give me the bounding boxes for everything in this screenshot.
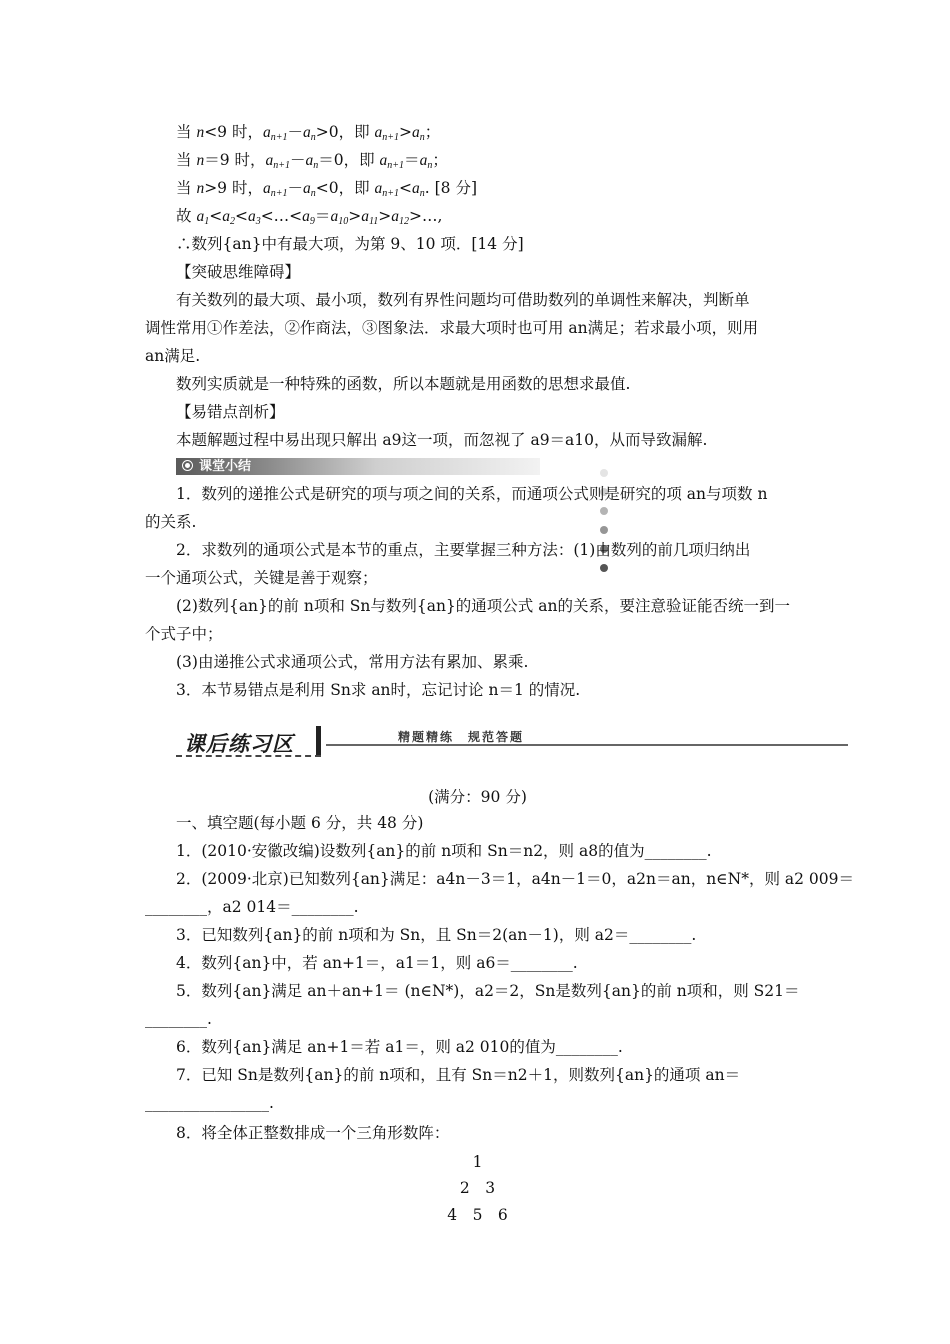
errors-heading: 【易错点剖析】 (176, 403, 285, 421)
triangle-row-3: 4 5 6 (447, 1206, 508, 1224)
summary-point-4: (3)由递推公式求通项公式，常用方法有累加、累乘. (176, 653, 529, 671)
full-score: (满分：90 分) (428, 788, 527, 806)
question-2a: 2．(2009·北京)已知数列{an}满足：a4n－3＝1，a4n－1＝0，a2n＝an，n∈N*，则 a2 009＝ (176, 870, 855, 888)
question-4: 4．数列{an}中，若 an+1＝，a1＝1，则 a6＝________. (176, 954, 578, 972)
solution-line-2: 当 n＝9 时，$a_{n+1}-a_n=0$，即 $a_{n+1}=a_n$； (176, 151, 448, 171)
question-1: 1．(2010·安徽改编)设数列{an}的前 n项和 Sn＝n2，则 a8的值为________. (176, 842, 712, 860)
practice-subtitle: 精题精练 规范答题 (398, 730, 525, 744)
solution-line-3: 当 n>9 时，$a_{n+1}-a_n<0$，即 $a_{n+1}<a_n$. [8 分] (176, 179, 478, 199)
summary-point-5: 3．本节易错点是利用 Sn求 an时，忘记讨论 n＝1 的情况. (176, 681, 581, 699)
breakthrough-heading: 【突破思维障碍】 (176, 263, 301, 281)
summary-point-3b: 个式子中； (145, 625, 223, 643)
summary-point-2b: 一个通项公式，关键是善于观察； (145, 569, 378, 587)
question-5b: ________. (145, 1010, 212, 1028)
header-dashed-rule (176, 755, 321, 757)
errors-text: 本题解题过程中易出现只解出 a9这一项，而忽视了 a9＝a10，从而导致漏解. (176, 431, 708, 449)
practice-title: 课后练习区 (184, 732, 294, 756)
section-1-heading: 一、填空题(每小题 6 分，共 48 分) (176, 814, 424, 832)
solution-line-1: 当 n<9 时，$a_{n+1}-a_n>0$，即 $a_{n+1}>a_n$； (176, 123, 441, 143)
target-icon (182, 460, 193, 471)
summary-label: 课堂小结 (199, 459, 252, 474)
question-7b: ________________. (145, 1094, 274, 1112)
solution-line-4: 故 $a_1<a_2<a_3<\dots<a_9=a_{10}>a_{11}>a_{12}>\dots$, (176, 207, 443, 227)
breakthrough-para-1b: 调性常用①作差法，②作商法，③图象法．求最大项时也可用 an满足；若求最小项，则用 (145, 319, 759, 337)
question-5a: 5．数列{an}满足 an＋an+1＝ (n∈N*)，a2＝2，Sn是数列{an}的前 n项和，则 S21＝ (176, 982, 800, 1000)
solution-conclusion: ∴数列{an}中有最大项，为第 9、10 项．[14 分] (176, 235, 524, 253)
class-summary-banner (176, 458, 540, 475)
question-2b: ________，a2 014＝________. (145, 898, 359, 916)
triangle-row-1: 1 (472, 1153, 483, 1171)
practice-section-header (176, 724, 848, 758)
breakthrough-para-2: 数列实质就是一种特殊的函数，所以本题就是用函数的思想求最值. (176, 375, 631, 393)
breakthrough-para-1c: an满足. (145, 347, 201, 365)
header-divider (316, 726, 321, 756)
breakthrough-para-1a: 有关数列的最大项、最小项，数列有界性问题均可借助数列的单调性来解决，判断单 (176, 291, 750, 309)
question-7a: 7．已知 Sn是数列{an}的前 n项和，且有 Sn＝n2＋1，则数列{an}的通项 an＝ (176, 1066, 741, 1084)
summary-point-1a: 1．数列的递推公式是研究的项与项之间的关系，而通项公式则是研究的项 an与项数 n (176, 485, 768, 503)
summary-point-2a: 2．求数列的通项公式是本节的重点，主要掌握三种方法：(1)由数列的前几项归纳出 (176, 541, 751, 559)
question-3: 3．已知数列{an}的前 n项和为 Sn，且 Sn＝2(an－1)，则 a2＝________. (176, 926, 697, 944)
question-6: 6．数列{an}满足 an+1＝若 a1＝，则 a2 010的值为________. (176, 1038, 623, 1056)
question-8: 8．将全体正整数排成一个三角形数阵： (176, 1124, 450, 1142)
summary-point-1b: 的关系. (145, 513, 197, 531)
triangle-row-2: 2 3 (459, 1179, 496, 1197)
summary-point-3a: (2)数列{an}的前 n项和 Sn与数列{an}的通项公式 an的关系，要注意验证能否统一到一 (176, 597, 790, 615)
